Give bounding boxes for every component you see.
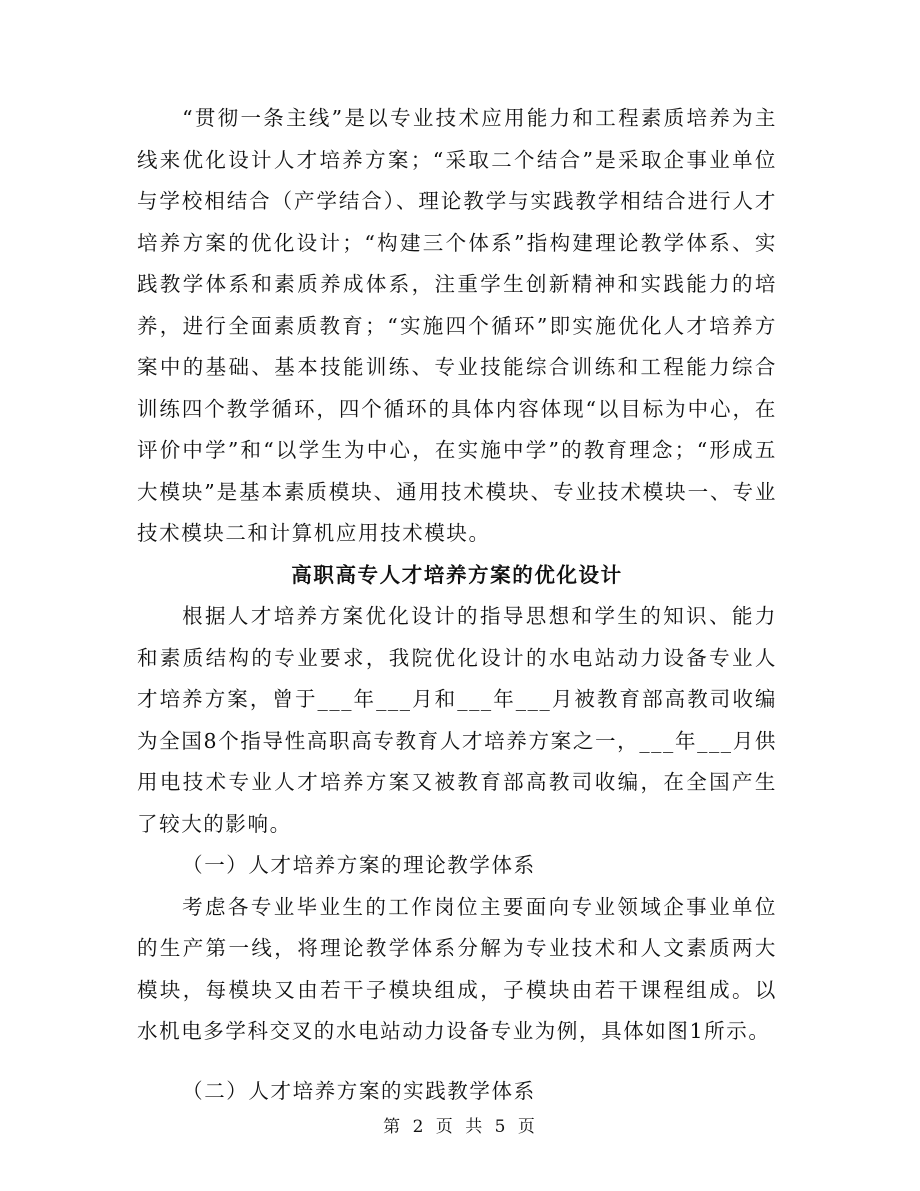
section-title: 高职高专人才培养方案的优化设计 — [291, 562, 623, 587]
paragraph-optimization: 根据人才培养方案优化设计的指导思想和学生的知识、能力和素质结构的专业要求，我院优化设计的水电站动力设备专业人才培养方案，曾于___年___月和___年___月被教育部高教司收编为全国8个指导性高职高专教育人才培养方案之一，___年___月供用电技术专业人才培养方案又被教育部高教司收编，在全国产生了较大的影响。 — [137, 604, 777, 836]
paragraph-main-line: “贯彻一条主线”是以专业技术应用能力和工程素质培养为主线来优化设计人才培养方案；“采取二个结合”是采取企事业单位与学校相结合（产学结合）、理论教学与实践教学相结合进行人才培养方案的优化设计；“构建三个体系”指构建理论教学体系、实践教学体系和素质养成体系，注重学生创新精神和实践能力的培养，进行全面素质教育；“实施四个循环”即实施优化人才培养方案中的基础、基本技能训练、专业技能综合训练和工程能力综合训练四个教学循环，四个循环的具体内容体现“以目标为中心，在评价中学”和“以学生为中心，在实施中学”的教育理念；“形成五大模块”是基本素质模块、通用技术模块、专业技术模块一、专业技术模块二和计算机应用技术模块。 — [137, 106, 777, 545]
paragraph-theory-system: 考虑各专业毕业生的工作岗位主要面向专业领域企事业单位的生产第一线，将理论教学体系分解为专业技术和人文素质两大模块，每模块又由若干子模块组成，子模块由若干课程组成。以水机电多学科交叉的水电站动力设备专业为例，具体如图1所示。 — [137, 894, 777, 1043]
subheading-practice-system: （二）人才培养方案的实践教学体系 — [182, 1078, 536, 1103]
document-body — [137, 98, 777, 1112]
page-number-footer: 第 2 页 共 5 页 — [383, 1117, 537, 1137]
subheading-theory-system: （一）人才培养方案的理论教学体系 — [182, 853, 536, 877]
